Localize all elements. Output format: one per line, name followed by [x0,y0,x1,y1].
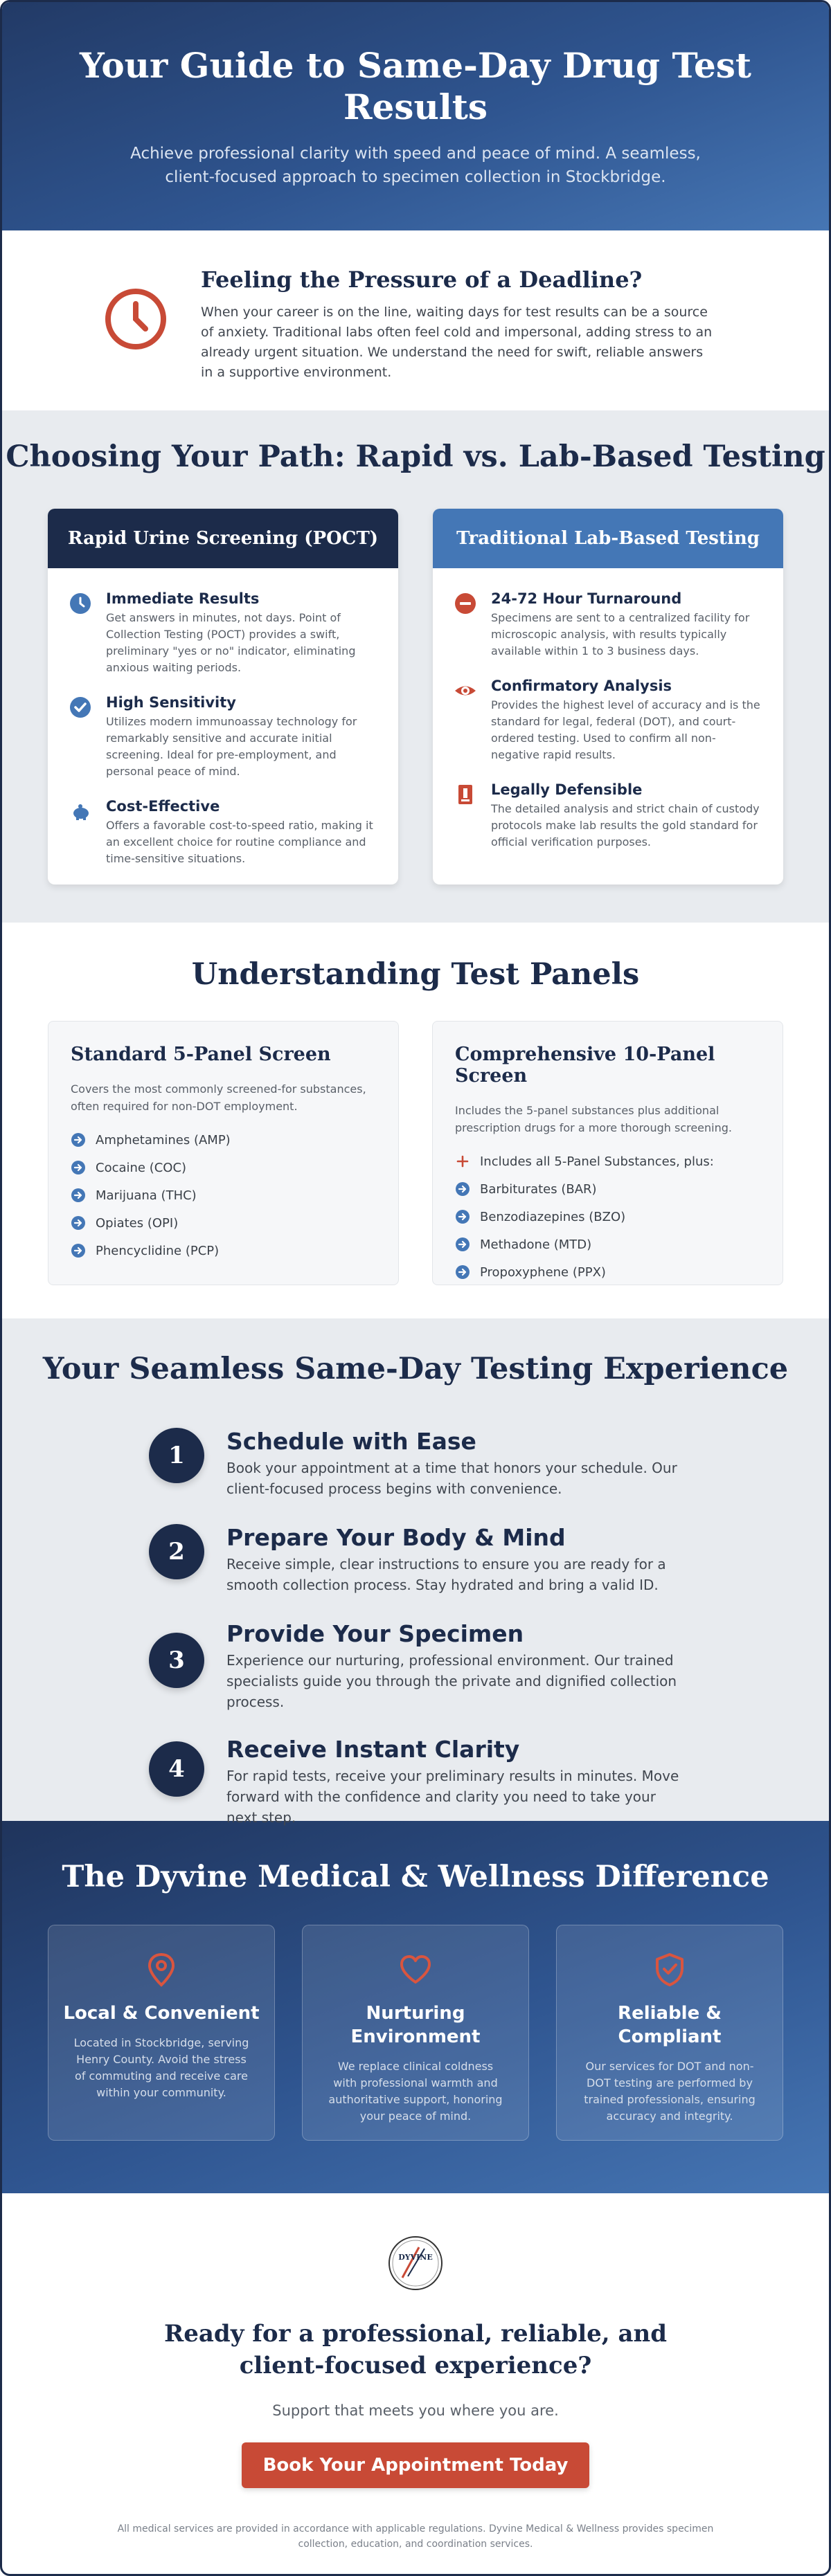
arrow-circle-icon [71,1132,86,1148]
panel-title: Standard 5-Panel Screen [71,1044,331,1065]
step-number: 3 [149,1633,204,1688]
cta-subtitle: Support that meets you where you are. [272,2402,559,2419]
feature-title: Immediate Results [106,590,260,607]
feature-title: Confirmatory Analysis [491,678,672,694]
feature-immediate-results [69,590,377,676]
panels-title: Understanding Test Panels [191,957,640,992]
path-cards [2,509,829,885]
feature-legally-defensible [454,781,762,851]
steps-title: Your Seamless Same-Day Testing Experience [42,1352,789,1386]
step-item [2,1620,829,1712]
substance-label: Marijuana (THC) [96,1188,197,1203]
difference-card-text: We replace clinical coldness with professional warmth and authoritative support, honoring your peace of mind. [328,2060,503,2123]
page-title: Your Guide to Same-Day Drug Test Results [79,45,752,127]
substance-label: Methadone (MTD) [480,1237,592,1252]
step-number: 2 [149,1524,204,1579]
arrow-circle-icon [71,1188,86,1203]
feature-turnaround [454,590,762,660]
eye-icon [454,679,477,702]
difference-card-nurturing [302,1925,529,2141]
substance-label: Opiates (OPI) [96,1215,179,1231]
difference-title: The Dyvine Medical & Wellness Difference [62,1860,769,1894]
path-title: Choosing Your Path: Rapid vs. Lab-Based Testing [6,439,825,474]
rapid-card-header: Rapid Urine Screening (POCT) [48,509,398,568]
feature-text: Offers a favorable cost-to-speed ratio, making it an excellent choice for routine compliance and time-sensitive situations. [106,819,373,865]
list-item [71,1181,376,1209]
list-item [71,1154,376,1181]
lab-card-header: Traditional Lab-Based Testing [433,509,783,568]
substance-label: Propoxyphene (PPX) [480,1264,606,1280]
list-item [71,1126,376,1154]
feature-confirmatory [454,678,762,763]
pressure-section [2,230,829,410]
difference-card-reliable [556,1925,783,2141]
piggy-bank-icon [69,799,92,823]
step-text: Book your appointment at a time that honors your schedule. Our client-focused process begins with convenience. [226,1460,677,1497]
check-circle-icon [69,696,92,719]
feature-text: The detailed analysis and strict chain of custody protocols make lab results the gold standard for official verification purposes. [491,802,760,849]
substance-label: Phencyclidine (PCP) [96,1243,220,1258]
difference-card-title: Reliable & Compliant [618,2003,722,2047]
feature-title: Legally Defensible [491,781,643,798]
step-item [2,1428,829,1499]
panel-desc: Covers the most commonly screened-for substances, often required for non-DOT employment. [71,1082,366,1113]
list-item [455,1231,760,1258]
footer-disclaimer: All medical services are provided in accordance with applicable regulations. Dyvine Medical & Wellness provides specimen collection, education, and coordination services. [117,2523,714,2550]
feature-title: High Sensitivity [106,694,236,711]
feature-cost-effective [69,798,377,867]
shield-check-icon [650,1950,689,1989]
arrow-circle-icon [455,1209,470,1224]
hero-section [2,2,829,230]
step-text: Receive simple, clear instructions to ensure you are ready for a smooth collection process. Stay hydrated and bring a valid ID. [226,1556,666,1593]
plus-icon [455,1154,470,1169]
minus-circle-icon [454,592,477,615]
book-appointment-button[interactable]: Book Your Appointment Today [242,2442,589,2488]
substance-label: Benzodiazepines (BZO) [480,1209,626,1224]
step-number: 4 [149,1741,204,1797]
lab-testing-card [433,509,783,885]
clock-icon [69,592,92,615]
map-pin-icon [142,1950,181,1989]
step-title: Prepare Your Body & Mind [226,1524,566,1551]
step-title: Schedule with Ease [226,1428,476,1455]
difference-card-text: Our services for DOT and non-DOT testing are performed by trained professionals, ensuring accuracy and integrity. [584,2060,756,2123]
difference-card-local [48,1925,275,2141]
panel-desc: Includes the 5-panel substances plus additional prescription drugs for a more thorough screening. [455,1104,732,1134]
list-item [71,1209,376,1237]
step-text: For rapid tests, receive your preliminary results in minutes. Move forward with the confidence and clarity you need to take your next step. [226,1768,679,1826]
test-panels-section [2,923,829,1318]
pressure-title: Feeling the Pressure of a Deadline? [201,266,643,293]
pressure-body: When your career is on the line, waiting days for test results can be a source of anxiety. Traditional labs often feel cold and impersonal, adding stress to an already urgent situation. We understand the need for swift, reliable answers in a supportive environment. [201,305,713,380]
feature-text: Provides the highest level of accuracy and is the standard for legal, federal (DOT), and court-ordered testing. Used to confirm all non-negative rapid results. [491,698,760,761]
hero-subtitle: Achieve professional clarity with speed and peace of mind. A seamless, client-focused approach to specimen collection in Stockbridge. [130,145,701,186]
pressure-text [201,266,713,383]
step-title: Receive Instant Clarity [226,1736,520,1763]
standard-panel-card [48,1021,399,1285]
clock-icon [102,286,169,352]
testing-path-section [2,410,829,923]
step-title: Provide Your Specimen [226,1620,524,1647]
substance-label: Cocaine (COC) [96,1160,187,1175]
feature-title: Cost-Effective [106,798,220,815]
arrow-circle-icon [71,1160,86,1175]
document-icon [454,783,477,806]
arrow-circle-icon [71,1215,86,1231]
arrow-circle-icon [455,1181,470,1197]
feature-high-sensitivity [69,694,377,780]
difference-card-title: Nurturing Environment [350,2003,481,2047]
rapid-screening-card [48,509,398,885]
list-item [455,1175,760,1203]
includes-label: Includes all 5-Panel Substances, plus: [480,1154,714,1169]
arrow-circle-icon [71,1243,86,1258]
feature-text: Specimens are sent to a centralized facility for microscopic analysis, with results typically available within 1 to 3 business days. [491,611,750,657]
logo-text: DYVINE [398,2253,433,2262]
difference-card-text: Located in Stockbridge, serving Henry County. Avoid the stress of commuting and receive care within your community. [73,2036,249,2099]
arrow-circle-icon [455,1264,470,1280]
panel-title: Comprehensive 10-Panel Screen [455,1044,715,1087]
list-item [455,1148,760,1175]
list-item [455,1203,760,1231]
testing-steps-section [2,1318,829,1826]
feature-text: Utilizes modern immunoassay technology for remarkably sensitive and accurate initial screening. Ideal for pre-employment, and personal peace of mind. [106,715,357,778]
substance-label: Barbiturates (BAR) [480,1181,597,1197]
arrow-circle-icon [455,1237,470,1252]
step-item [2,1524,829,1595]
list-item [71,1237,376,1264]
step-number: 1 [149,1428,204,1483]
difference-section [2,1821,829,2193]
feature-title: 24-72 Hour Turnaround [491,590,682,607]
cta-title: Ready for a professional, reliable, and client-focused experience? [164,2320,667,2379]
step-item [2,1736,829,1828]
comprehensive-panel-card [432,1021,783,1285]
list-item [455,1258,760,1286]
dyvine-logo [387,2235,444,2292]
substance-label: Amphetamines (AMP) [96,1132,231,1148]
feature-text: Get answers in minutes, not days. Point of Collection Testing (POCT) provides a swift, preliminary "yes or no" indicator, eliminating anxious waiting periods. [106,611,356,674]
step-text: Experience our nurturing, professional environment. Our trained specialists guide you through the private and dignified collection process. [226,1652,677,1710]
difference-card-title: Local & Convenient [63,2003,260,2024]
cta-section [2,2193,829,2552]
heart-icon [396,1950,435,1989]
